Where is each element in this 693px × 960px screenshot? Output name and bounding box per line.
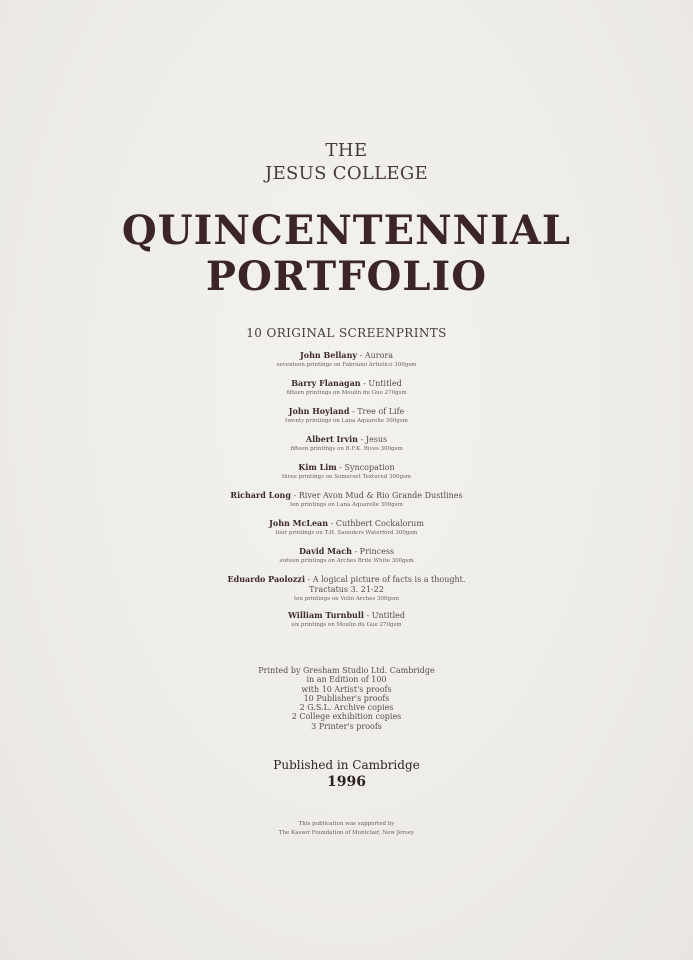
support-line: This publication was supported by xyxy=(298,821,395,827)
edition-details xyxy=(0,666,693,731)
print-detail: ten printings on Lana Aquarelle 300gsm xyxy=(290,502,403,508)
work-title: - Tree of Life xyxy=(349,407,405,416)
artist-name: Eduardo Paolozzi xyxy=(227,574,305,584)
subtitle: 10 ORIGINAL SCREENPRINTS xyxy=(246,326,447,340)
print-title-line xyxy=(0,406,693,417)
print-title-line xyxy=(0,546,693,557)
print-entry xyxy=(0,490,693,518)
print-entry xyxy=(0,434,693,462)
print-title-line xyxy=(0,378,693,389)
edition-line: 10 Publisher's proofs xyxy=(303,693,390,703)
edition-line: with 10 Artist's proofs xyxy=(301,684,392,694)
header-college: JESUS COLLEGE xyxy=(265,163,428,184)
print-detail: six printings on Moulin du Gue 270gsm xyxy=(291,622,402,628)
artist-name: William Turnbull xyxy=(287,610,364,620)
work-title: - Jesus xyxy=(358,435,388,444)
artist-name: Albert Irvin xyxy=(305,434,358,444)
published-place: Published in Cambridge xyxy=(273,758,420,772)
title-line-2: PORTFOLIO xyxy=(205,253,488,300)
support-line: The Kasser Foundation of Montclair, New Jersey xyxy=(278,829,415,836)
edition-line: 2 G.S.L. Archive copies xyxy=(299,703,394,713)
support-credit xyxy=(0,820,693,837)
published-year: 1996 xyxy=(327,774,366,790)
artist-name: Barry Flanagan xyxy=(291,378,361,388)
print-entry xyxy=(0,406,693,434)
edition-line: 3 Printer's proofs xyxy=(311,721,382,731)
work-title: - A logical picture of facts is a thought. xyxy=(305,575,466,584)
print-detail: twenty printings on Lana Aquarelle 300gsm xyxy=(285,418,408,424)
print-title-line xyxy=(0,462,693,473)
print-detail: ten printings on Velin Arches 300gsm xyxy=(293,596,400,602)
print-title-line xyxy=(0,350,693,361)
work-title: - Syncopation xyxy=(336,463,395,472)
edition-line: 2 College exhibition copies xyxy=(291,712,402,722)
print-title-line xyxy=(0,490,693,501)
work-title: - Princess xyxy=(351,547,395,556)
print-entry xyxy=(0,378,693,406)
artist-name: Kim Lim xyxy=(298,462,337,472)
edition-line: in an Edition of 100 xyxy=(306,675,387,685)
print-entry xyxy=(0,610,693,638)
artist-name: David Mach xyxy=(298,546,352,556)
edition-line: Printed by Gresham Studio Ltd. Cambridge xyxy=(258,666,435,675)
work-title: - River Avon Mud & Rio Grande Dustlines xyxy=(290,491,463,500)
artist-name: John Hoyland xyxy=(288,406,350,416)
artist-name: John McLean xyxy=(269,518,329,528)
artist-name: Richard Long xyxy=(230,490,291,500)
print-title-line xyxy=(0,434,693,445)
print-title-line xyxy=(0,574,693,585)
print-detail: fifteen printings on B.F.K. Rives 300gsm xyxy=(290,446,403,452)
print-detail: sixteen printings on Arches Brite White 300gsm xyxy=(279,558,414,564)
print-entry xyxy=(0,462,693,490)
header-the: THE xyxy=(325,140,368,161)
work-title: - Cuthbert Cockalorum xyxy=(328,519,424,528)
print-entry xyxy=(0,518,693,546)
work-title: - Aurora xyxy=(357,351,394,360)
print-entry xyxy=(0,546,693,574)
print-entry xyxy=(0,350,693,378)
work-title: - Untitled xyxy=(360,379,402,388)
print-title-line xyxy=(0,518,693,529)
print-entry xyxy=(0,574,693,610)
print-list xyxy=(0,350,693,638)
print-detail: seventeen printings on Fabriano Artistico 300gsm xyxy=(276,362,417,368)
artist-name: John Bellany xyxy=(299,350,358,360)
print-detail: four printings on T.H. Saunders Waterford 300gsm xyxy=(275,530,418,536)
print-detail: three printings on Somerset Textured 300gsm xyxy=(281,474,412,480)
title-line-1: QUINCENTENNIAL xyxy=(121,207,572,254)
work-title: - Untitled xyxy=(363,611,406,620)
print-detail: fifteen printings on Moulin du Gue 270gsm xyxy=(286,390,407,396)
work-title-continued: Tractatus 3. 21-22 xyxy=(309,585,384,594)
print-title-line xyxy=(0,610,693,621)
